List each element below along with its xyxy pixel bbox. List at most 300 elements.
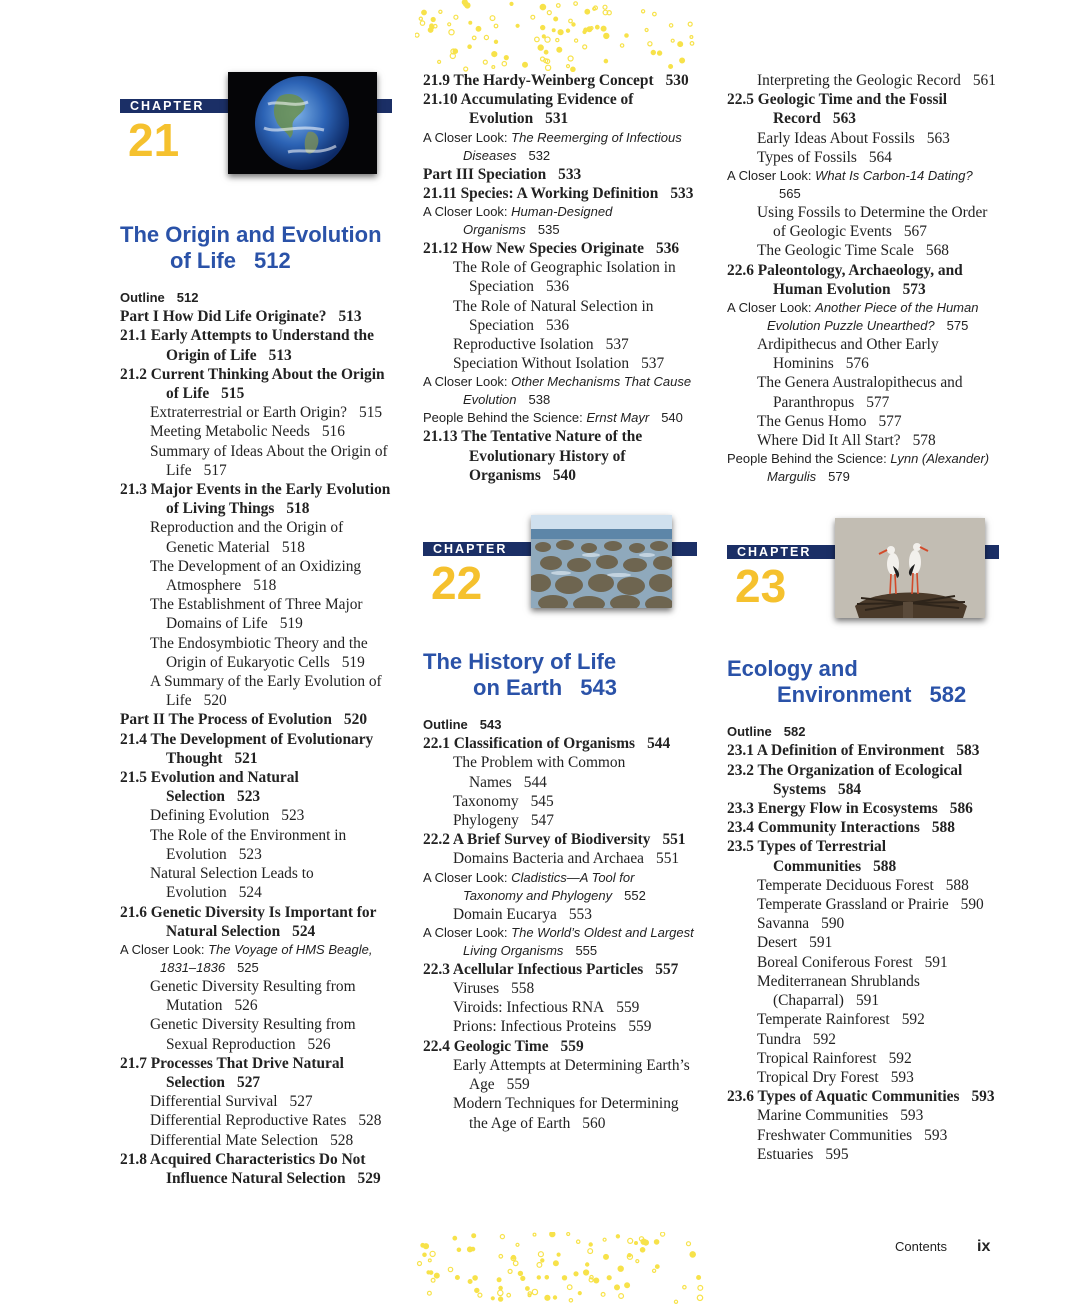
entry-title: Savanna xyxy=(757,915,810,933)
entry-title: Tundra xyxy=(757,1030,801,1048)
decorative-dot xyxy=(448,23,451,26)
decorative-dot xyxy=(415,33,419,37)
entry-page-number: 586 xyxy=(949,800,973,818)
decorative-dot xyxy=(538,45,543,50)
section-entry[interactable] xyxy=(120,1054,392,1092)
subsection-entry[interactable] xyxy=(120,518,392,556)
decorative-dot xyxy=(521,1276,525,1280)
entry-page-number: 553 xyxy=(568,905,592,923)
decorative-dot xyxy=(545,1295,550,1300)
section-entry[interactable] xyxy=(727,741,999,760)
entry-page-number: 532 xyxy=(528,147,551,163)
decorative-dot xyxy=(557,47,562,52)
entry-title: The Problem with Common Names xyxy=(453,754,626,791)
entry-title: Cladistics—A Tool for Taxonomy and Phylogeny xyxy=(463,869,635,903)
decorative-dot xyxy=(502,62,506,66)
subsection-entry[interactable] xyxy=(727,1126,999,1145)
entry-title: Phylogeny xyxy=(453,812,519,830)
entry-page-number: 536 xyxy=(545,278,570,296)
subsection-entry[interactable] xyxy=(727,895,999,914)
chapter-title-line1: The Origin and Evolution xyxy=(120,222,382,247)
entry-page-number: 591 xyxy=(855,992,880,1010)
entry-title: Domains Bacteria and Archaea xyxy=(453,850,645,868)
entry-page-number: 535 xyxy=(537,222,560,238)
decorative-dot xyxy=(473,1276,477,1280)
entry-title: Genetic Diversity Resulting from Mutation xyxy=(150,977,356,1015)
chapter-number: 22 xyxy=(431,557,483,610)
decorative-dot xyxy=(618,1266,623,1271)
entry-title: Viroids: Infectious RNA xyxy=(453,999,605,1017)
entry-title: Early Ideas About Fossils xyxy=(757,129,915,147)
subsection-entry[interactable] xyxy=(727,1068,999,1087)
decorative-dot xyxy=(453,1236,457,1240)
subsection-entry[interactable] xyxy=(423,258,695,296)
decorative-dot xyxy=(574,2,578,6)
entry-title: 21.3 Major Events in the Early Evolution of Living Things xyxy=(120,481,391,518)
entry-page-number: 516 xyxy=(321,423,345,441)
subsection-entry[interactable] xyxy=(727,1030,999,1049)
decorative-dot xyxy=(491,1297,494,1300)
decorative-dot xyxy=(540,4,545,9)
feature-box-label: A Closer Look: xyxy=(423,129,512,145)
toc-entry-list xyxy=(727,722,999,1164)
entry-page-number: 592 xyxy=(888,1049,912,1067)
entry-title: Marine Communities xyxy=(757,1107,889,1125)
subsection-entry[interactable] xyxy=(727,373,999,411)
entry-title: Other Mechanisms That Cause Evolution xyxy=(463,374,692,408)
decorative-dot xyxy=(643,1240,648,1245)
section-entry[interactable] xyxy=(423,734,695,753)
chapter-number: 21 xyxy=(128,114,180,166)
decorative-dot xyxy=(420,21,424,25)
decorative-dot xyxy=(556,39,559,42)
feature-box-entry[interactable] xyxy=(727,299,999,335)
subsection-entry[interactable] xyxy=(727,914,999,933)
decorative-dot xyxy=(607,1276,611,1280)
section-entry[interactable] xyxy=(727,1087,999,1106)
subsection-entry[interactable] xyxy=(120,595,392,633)
entry-title: Meeting Metabolic Needs xyxy=(150,423,310,441)
entry-page-number: 559 xyxy=(628,1018,652,1036)
subsection-entry[interactable] xyxy=(423,297,695,335)
entry-page-number: 526 xyxy=(234,997,258,1015)
decorative-dot xyxy=(454,15,458,19)
section-entry[interactable] xyxy=(423,71,695,90)
decorative-dot xyxy=(531,15,535,19)
subsection-entry[interactable] xyxy=(423,753,695,791)
subsection-entry[interactable] xyxy=(120,806,392,825)
entry-page-number: 545 xyxy=(530,792,554,810)
entry-title: Temperate Grassland or Prairie xyxy=(757,896,949,914)
entry-page-number: 563 xyxy=(832,110,856,128)
entry-title: Lynn (Alexander) Margulis xyxy=(767,451,990,485)
decorative-dot xyxy=(620,44,623,47)
decorative-dot xyxy=(640,1248,644,1252)
entry-page-number: 551 xyxy=(662,831,686,849)
section-entry[interactable] xyxy=(727,837,999,875)
part-entry[interactable] xyxy=(423,165,695,184)
subsection-entry[interactable] xyxy=(727,953,999,972)
decorative-dot xyxy=(625,34,628,37)
decorative-dot xyxy=(423,1253,426,1256)
decorative-dot xyxy=(574,1272,578,1276)
subsection-entry[interactable] xyxy=(120,1111,392,1130)
section-entry[interactable] xyxy=(120,365,392,403)
entry-page-number: 540 xyxy=(661,410,683,426)
section-entry[interactable] xyxy=(120,480,392,518)
chapter-title-line2: on Earth xyxy=(473,675,563,701)
subsection-entry[interactable] xyxy=(120,634,392,672)
entry-title: 23.3 Energy Flow in Ecosystems xyxy=(727,800,938,818)
decorative-dot xyxy=(656,1265,660,1269)
chapter-label: CHAPTER xyxy=(433,542,508,557)
section-entry[interactable] xyxy=(120,903,392,941)
subsection-entry[interactable] xyxy=(727,129,999,148)
subsection-entry[interactable] xyxy=(423,335,695,354)
entry-page-number: 527 xyxy=(289,1093,313,1111)
decorative-dot xyxy=(680,58,685,63)
decorative-dot xyxy=(661,1232,665,1236)
decorative-dot xyxy=(499,1297,503,1301)
entry-title: The Role of Geographic Isolation in Speciation xyxy=(453,259,676,296)
decorative-dot xyxy=(690,42,694,46)
subsection-entry[interactable] xyxy=(727,1049,999,1068)
entry-page-number: 518 xyxy=(281,538,305,556)
entry-title: The Establishment of Three Major Domains of Life xyxy=(150,596,363,633)
decorative-dot xyxy=(537,1276,540,1279)
decorative-dot xyxy=(541,1259,544,1262)
section-entry[interactable] xyxy=(727,261,999,299)
decorative-dot xyxy=(697,1295,702,1300)
decorative-dot xyxy=(687,1242,691,1246)
entry-title: What Is Carbon-14 Dating? xyxy=(815,168,973,184)
entry-title: The World’s Oldest and Largest Living Organisms xyxy=(463,924,694,958)
entry-page-number: 577 xyxy=(878,412,902,430)
decorative-dot xyxy=(568,56,573,61)
feature-box-entry[interactable] xyxy=(727,167,999,203)
subsection-entry[interactable] xyxy=(727,335,999,373)
subsection-entry[interactable] xyxy=(423,811,695,830)
decorative-dot xyxy=(545,1276,548,1279)
decorative-dot xyxy=(472,36,476,40)
entry-page-number: 538 xyxy=(528,392,551,408)
section-entry[interactable] xyxy=(727,90,999,128)
subsection-entry[interactable] xyxy=(423,849,695,868)
section-entry[interactable] xyxy=(120,326,392,364)
entry-page-number: 592 xyxy=(901,1011,925,1029)
entry-title: Desert xyxy=(757,934,798,952)
entry-title: Reproductive Isolation xyxy=(453,336,594,354)
decorative-dot xyxy=(688,22,692,26)
decorative-dot xyxy=(603,1238,606,1241)
entry-title: 22.2 A Brief Survey of Biodiversity xyxy=(423,831,651,849)
decorative-dot xyxy=(628,1254,631,1257)
entry-page-number: 577 xyxy=(866,393,890,411)
entry-title: Ardipithecus and Other Early Hominins xyxy=(757,336,939,373)
entry-title: 21.9 The Hardy-Weinberg Concept xyxy=(423,72,654,89)
section-entry[interactable] xyxy=(120,1150,392,1188)
decorative-dot xyxy=(569,1299,572,1302)
entry-page-number: 591 xyxy=(809,934,833,952)
entry-title: Mediterranean Shrublands (Chaparral) xyxy=(757,972,920,1010)
entry-title: 23.1 A Definition of Environment xyxy=(727,742,945,760)
section-entry[interactable] xyxy=(423,830,695,849)
entry-page-number: 584 xyxy=(838,780,862,798)
decorative-dot xyxy=(577,1240,580,1243)
entry-title: Temperate Rainforest xyxy=(757,1011,890,1029)
decorative-dot xyxy=(569,19,573,23)
entry-title: Viruses xyxy=(453,980,500,998)
entry-page-number: 576 xyxy=(845,355,869,373)
entry-title: Boreal Coniferous Forest xyxy=(757,953,913,971)
entry-title: The Role of Natural Selection in Speciation xyxy=(453,297,654,334)
entry-page-number: 519 xyxy=(341,653,365,671)
decorative-dot xyxy=(567,1285,572,1290)
decorative-dot xyxy=(498,1290,503,1295)
entry-page-number: 518 xyxy=(286,500,310,518)
feature-box-entry[interactable] xyxy=(423,129,695,165)
chapter-title-page: 512 xyxy=(254,248,291,273)
subsection-entry[interactable] xyxy=(120,557,392,595)
decorative-dot xyxy=(545,37,550,42)
entry-page-number: 565 xyxy=(779,186,801,202)
decorative-dot xyxy=(674,1300,677,1303)
subsection-entry[interactable] xyxy=(120,1015,392,1053)
subsection-entry[interactable] xyxy=(423,1094,695,1132)
subsection-entry[interactable] xyxy=(727,1145,999,1164)
subsection-entry[interactable] xyxy=(120,864,392,902)
decorative-dot xyxy=(428,1259,431,1262)
entry-page-number: 520 xyxy=(203,692,227,710)
entry-page-number: 560 xyxy=(582,1114,606,1132)
chapter-number: 23 xyxy=(735,560,787,613)
decorative-dot xyxy=(504,56,508,60)
entry-page-number: 593 xyxy=(900,1107,924,1125)
feature-box-label: A Closer Look: xyxy=(727,168,816,184)
entry-title: 22.5 Geologic Time and the Fossil Record xyxy=(727,91,948,128)
entry-title: Speciation Without Isolation xyxy=(453,355,630,373)
entry-title: Temperate Deciduous Forest xyxy=(757,876,934,894)
subsection-entry[interactable] xyxy=(423,979,695,998)
decorative-dot xyxy=(478,1293,482,1297)
subsection-entry[interactable] xyxy=(727,412,999,431)
entry-title: Modern Techniques for Determining the Age of Earth xyxy=(453,1095,679,1132)
entry-page-number: 521 xyxy=(234,749,258,767)
entry-title: Interpreting the Geologic Record xyxy=(757,72,961,89)
entry-title: 22.1 Classification of Organisms xyxy=(423,735,636,753)
entry-title: 22.4 Geologic Time xyxy=(423,1037,549,1055)
entry-title: 21.4 The Development of Evolutionary Thought xyxy=(120,730,374,767)
decorative-dot xyxy=(492,52,497,57)
chapter-title-line2: of Life xyxy=(170,248,236,273)
decorative-dot xyxy=(476,27,481,32)
decorative-dot xyxy=(553,1296,556,1299)
feature-box-entry[interactable] xyxy=(423,409,695,427)
page-footer xyxy=(895,1238,990,1256)
decorative-dot xyxy=(603,5,607,9)
entry-title: Defining Evolution xyxy=(150,807,270,825)
subsection-entry[interactable] xyxy=(727,203,999,241)
decorative-dot xyxy=(523,62,528,67)
subsection-entry[interactable] xyxy=(423,354,695,373)
decorative-dot xyxy=(572,23,575,26)
decorative-dot xyxy=(494,24,498,28)
chapter-22-header xyxy=(423,515,695,627)
entry-page-number: 523 xyxy=(238,845,262,863)
toc-column-1 xyxy=(120,72,392,1188)
decorative-dot xyxy=(516,1243,519,1246)
feature-box-label: A Closer Look: xyxy=(423,869,512,885)
entry-title: Where Did It All Start? xyxy=(757,432,901,450)
decorative-dot xyxy=(421,1244,425,1248)
entry-page-number: 528 xyxy=(330,1131,354,1149)
subsection-entry[interactable] xyxy=(120,826,392,864)
entry-page-number: 561 xyxy=(972,72,996,89)
top-dot-pattern xyxy=(415,0,705,72)
outline-entry[interactable] xyxy=(120,288,392,307)
section-entry[interactable] xyxy=(423,90,695,128)
entry-title: Tropical Rainforest xyxy=(757,1049,877,1067)
entry-title: Another Piece of the Human Evolution Puzzle Unearthed? xyxy=(767,300,979,334)
decorative-dot xyxy=(541,26,545,30)
entry-page-number: 527 xyxy=(237,1073,261,1091)
subsection-entry[interactable] xyxy=(120,403,392,422)
entry-page-number: 568 xyxy=(925,242,949,260)
entry-page-number: 552 xyxy=(624,887,646,903)
entry-title: The Role of the Environment in Evolution xyxy=(150,826,347,863)
subsection-entry[interactable] xyxy=(423,1056,695,1094)
section-entry[interactable] xyxy=(423,239,695,258)
decorative-dot xyxy=(484,35,488,39)
section-entry[interactable] xyxy=(120,768,392,806)
decorative-dot xyxy=(554,1261,559,1266)
decorative-dot xyxy=(538,1252,543,1257)
subsection-entry[interactable] xyxy=(423,905,695,924)
decorative-dot xyxy=(653,1269,656,1272)
chapter-title-line2: Environment xyxy=(777,682,912,708)
section-entry[interactable] xyxy=(727,761,999,799)
entry-title: The Development of an Oxidizing Atmosphere xyxy=(150,557,362,595)
decorative-dot xyxy=(575,39,578,42)
section-entry[interactable] xyxy=(727,818,999,837)
feature-box-label: People Behind the Science: xyxy=(423,410,587,426)
subsection-entry[interactable] xyxy=(120,422,392,441)
subsection-entry[interactable] xyxy=(120,442,392,480)
subsection-entry[interactable] xyxy=(727,933,999,952)
entry-title: 21.8 Acquired Characteristics Do Not Influence Natural Selection xyxy=(120,1150,366,1187)
feature-box-entry[interactable] xyxy=(423,203,695,239)
decorative-dot xyxy=(526,1287,530,1291)
entry-page-number: 520 xyxy=(343,711,368,729)
entry-page-number: 528 xyxy=(358,1112,382,1130)
entry-title: Taxonomy xyxy=(453,792,519,810)
decorative-dot xyxy=(475,1288,479,1292)
subsection-entry[interactable] xyxy=(727,241,999,260)
entry-page-number: 583 xyxy=(956,742,980,760)
decorative-dot xyxy=(619,1294,624,1299)
decorative-dot xyxy=(457,1248,460,1251)
subsection-entry[interactable] xyxy=(120,1092,392,1111)
decorative-dot xyxy=(468,1280,472,1284)
entry-page-number: 524 xyxy=(238,884,262,902)
entry-page-number: 531 xyxy=(545,110,569,128)
entry-title: 21.2 Current Thinking About the Origin of Life xyxy=(120,365,385,403)
subsection-entry[interactable] xyxy=(120,977,392,1015)
feature-box-entry[interactable] xyxy=(423,924,695,960)
section-entry[interactable] xyxy=(727,799,999,818)
decorative-dot xyxy=(567,1233,570,1236)
feature-box-entry[interactable] xyxy=(727,450,999,486)
feature-box-entry[interactable] xyxy=(120,941,392,977)
subsection-entry[interactable] xyxy=(727,972,999,1010)
entry-title: 23.5 Types of Terrestrial Communities xyxy=(727,838,887,875)
decorative-dot xyxy=(535,37,540,42)
section-entry[interactable] xyxy=(423,960,695,979)
entry-page-number: 593 xyxy=(890,1068,914,1086)
decorative-dot xyxy=(513,1261,518,1266)
entry-title: 21.5 Evolution and Natural Selection xyxy=(120,769,299,806)
entry-title: The Endosymbiotic Theory and the Origin of Eukaryotic Cells xyxy=(150,634,368,671)
chapter-label: CHAPTER xyxy=(737,545,812,560)
subsection-entry[interactable] xyxy=(423,1017,695,1036)
outline-entry[interactable] xyxy=(727,722,999,741)
feature-box-label: A Closer Look: xyxy=(423,374,512,390)
entry-title: Part III Speciation xyxy=(423,165,547,183)
subsection-entry[interactable] xyxy=(727,431,999,450)
section-entry[interactable] xyxy=(423,184,695,203)
chapter-title-page: 582 xyxy=(929,682,967,708)
entry-title: 23.6 Types of Aquatic Communities xyxy=(727,1088,960,1106)
entry-page-number: 559 xyxy=(616,999,640,1017)
toc-column-3 xyxy=(727,71,999,1164)
subsection-entry[interactable] xyxy=(423,792,695,811)
feature-box-entry[interactable] xyxy=(423,869,695,905)
entry-page-number: 543 xyxy=(479,717,502,733)
subsection-entry[interactable] xyxy=(120,672,392,710)
storks-nest-photo xyxy=(835,518,985,618)
section-entry[interactable] xyxy=(423,1037,695,1056)
entry-title: 21.7 Processes That Drive Natural Selection xyxy=(120,1054,344,1091)
outline-entry[interactable] xyxy=(423,715,695,734)
part-entry[interactable] xyxy=(120,307,392,326)
entry-title: Prions: Infectious Proteins xyxy=(453,1018,617,1036)
subsection-entry[interactable] xyxy=(727,876,999,895)
toc-entry-list xyxy=(423,715,695,1133)
chapter-22-title xyxy=(423,649,695,701)
subsection-entry[interactable] xyxy=(120,1131,392,1150)
entry-page-number: 540 xyxy=(552,466,576,484)
section-entry[interactable] xyxy=(423,427,695,485)
subsection-entry[interactable] xyxy=(727,1106,999,1125)
entry-page-number: 519 xyxy=(279,615,303,633)
subsection-entry[interactable] xyxy=(727,148,999,167)
entry-page-number: 590 xyxy=(960,896,984,914)
decorative-dot xyxy=(546,65,551,70)
entry-page-number: 536 xyxy=(545,316,570,334)
page-number: ix xyxy=(977,1238,991,1255)
entry-title: Ernst Mayr xyxy=(586,410,650,426)
subsection-entry[interactable] xyxy=(727,1010,999,1029)
subsection-entry[interactable] xyxy=(727,71,999,90)
decorative-dot xyxy=(499,1255,503,1259)
entry-page-number: 564 xyxy=(868,148,892,166)
decorative-dot xyxy=(636,1260,639,1263)
subsection-entry[interactable] xyxy=(423,998,695,1017)
entry-page-number: 524 xyxy=(292,922,316,940)
feature-box-entry[interactable] xyxy=(423,373,695,409)
part-entry[interactable] xyxy=(120,710,392,729)
section-entry[interactable] xyxy=(120,730,392,768)
